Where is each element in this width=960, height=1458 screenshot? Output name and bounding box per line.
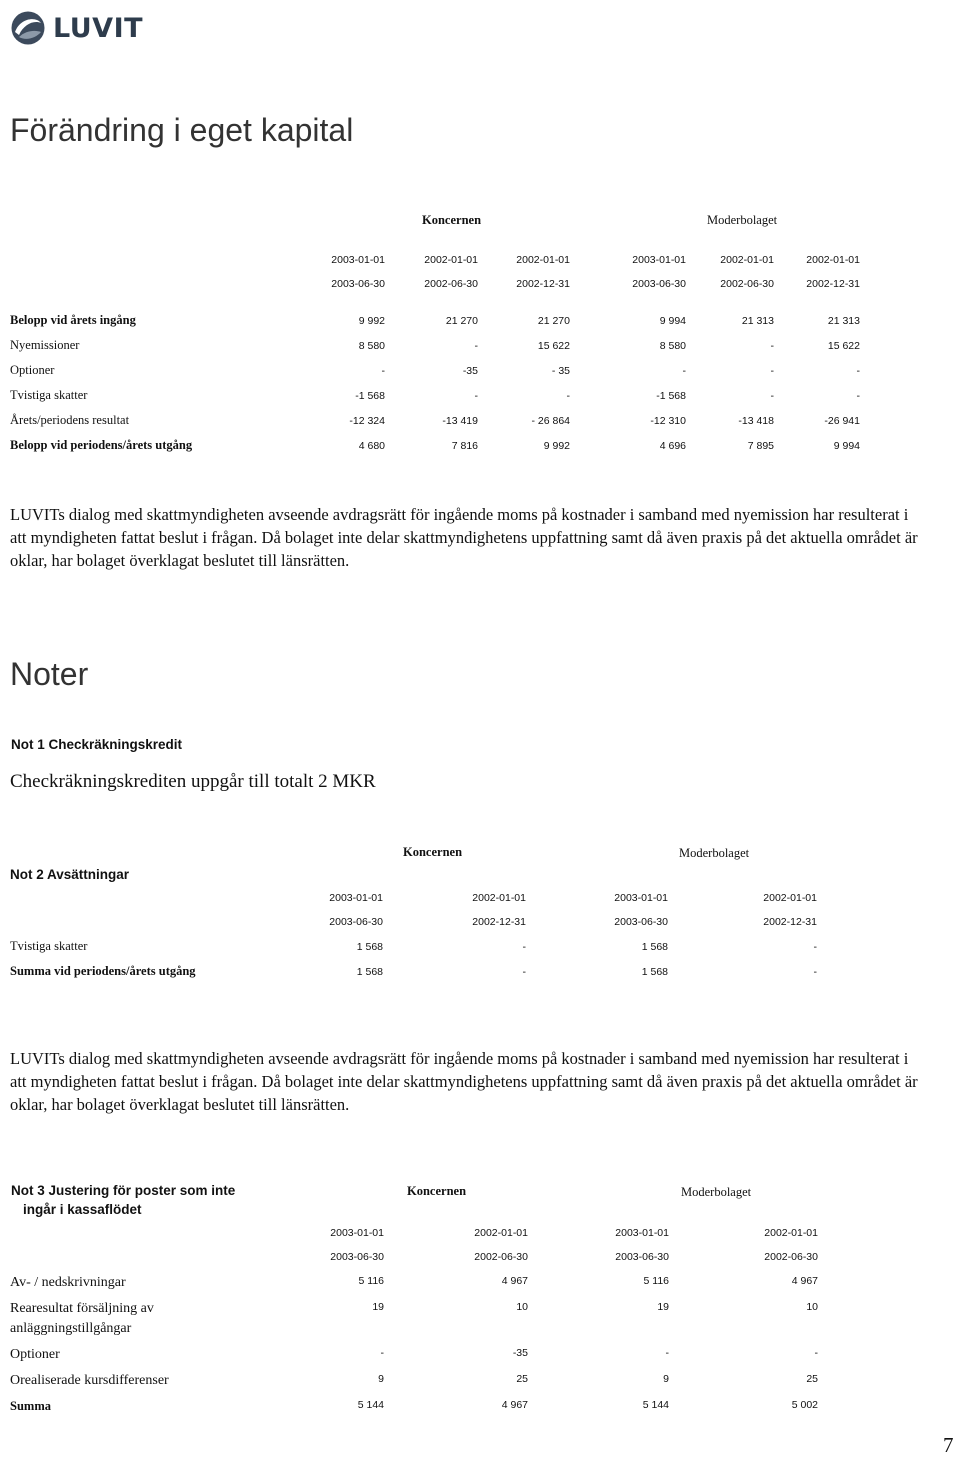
cell-value: 9 992 (543, 440, 570, 452)
cell-value: - (474, 390, 478, 402)
period-from-date: 2002-01-01 (720, 254, 774, 266)
cell-value: 5 002 (791, 1399, 818, 1411)
cell-value: 21 313 (741, 315, 774, 327)
cell-value: 4 967 (791, 1275, 818, 1287)
period-to-date: 2003-06-30 (329, 916, 383, 928)
cell-value: 21 270 (537, 315, 570, 327)
note1-heading: Not 1 Checkräkningskredit (11, 737, 183, 752)
cell-value: - 26 864 (531, 415, 570, 427)
tax-dispute-paragraph: LUVITs dialog med skattmyndigheten avseende avdragsrätt för ingående moms på kostnader i samband med nyemission har resulterat i att myndigheten fattat beslut i frågan. Då bolaget inte delar skattmyndighetens uppfattning samt då även praxis på det aktuella området är oklar, har bolaget överklagat beslutet till länsrätten. (10, 505, 918, 570)
cell-value: - (770, 340, 774, 352)
cell-value: 15 622 (537, 340, 570, 352)
note2-group-koncernen: Koncernen (403, 845, 463, 859)
cell-value: 5 144 (642, 1399, 669, 1411)
period-from-date: 2002-01-01 (764, 1227, 818, 1239)
luvit-swirl-icon (10, 10, 46, 46)
note2-group-moderbolaget: Moderbolaget (679, 846, 750, 860)
group-header-koncernen: Koncernen (422, 213, 482, 227)
period-from-date: 2003-01-01 (331, 254, 385, 266)
cell-value: 25 (516, 1373, 528, 1385)
cell-value: -26 941 (824, 415, 860, 427)
period-from-date: 2002-01-01 (474, 1227, 528, 1239)
notes-title: Noter (10, 656, 89, 692)
period-to-date: 2002-06-30 (474, 1251, 528, 1263)
cell-value: 1 568 (641, 966, 668, 978)
cell-value: 10 (516, 1301, 528, 1313)
period-from-date: 2002-01-01 (806, 254, 860, 266)
cell-value: 9 992 (358, 315, 385, 327)
cell-value: 4 967 (501, 1399, 528, 1411)
cell-value: 5 116 (643, 1275, 669, 1287)
period-to-date: 2003-06-30 (614, 916, 668, 928)
cell-value: 9 (663, 1373, 669, 1385)
cell-value: - (813, 941, 817, 953)
period-to-date: 2003-06-30 (632, 278, 686, 290)
row-label: Rearesultat försäljning av (10, 1301, 154, 1316)
note2-paragraph: LUVITs dialog med skattmyndigheten avseende avdragsrätt för ingående moms på kostnader i samband med nyemission har resulterat i att myndigheten fattat beslut i frågan. Då bolaget inte delar skattmyndighetens uppfattning samt då även praxis på det aktuella området är oklar, har bolaget överklagat beslutet till länsrätten. (10, 1049, 918, 1114)
period-from-date: 2003-01-01 (615, 1227, 669, 1239)
page-title: Förändring i eget kapital (10, 112, 354, 148)
luvit-logo (10, 8, 180, 48)
cell-value: - (381, 365, 385, 377)
cell-value: - (814, 1347, 818, 1359)
logo-wordmark: LUVIT (53, 13, 144, 44)
cell-value: 10 (806, 1301, 818, 1313)
period-to-date: 2002-12-31 (763, 916, 817, 928)
cell-value: 19 (372, 1301, 384, 1313)
cell-value: 4 680 (358, 440, 385, 452)
cell-value: - (665, 1347, 669, 1359)
cell-value: -35 (512, 1347, 528, 1359)
cell-value: - (813, 966, 817, 978)
cell-value: - (770, 365, 774, 377)
cell-value: 7 816 (451, 440, 478, 452)
period-to-date: 2002-06-30 (424, 278, 478, 290)
period-to-date: 2003-06-30 (330, 1251, 384, 1263)
cell-value: 21 270 (445, 315, 478, 327)
note3-group-koncernen: Koncernen (407, 1184, 467, 1198)
cell-value: 21 313 (827, 315, 860, 327)
cell-value: -1 568 (656, 390, 686, 402)
cell-value: 5 116 (358, 1275, 384, 1287)
cell-value: 19 (657, 1301, 669, 1313)
cell-value: - (856, 390, 860, 402)
cell-value: 4 696 (659, 440, 686, 452)
cell-value: - (856, 365, 860, 377)
period-to-date: 2003-06-30 (615, 1251, 669, 1263)
cell-value: -13 418 (738, 415, 774, 427)
period-from-date: 2002-01-01 (763, 892, 817, 904)
cell-value: 9 994 (833, 440, 860, 452)
row-label: Årets/periodens resultat (10, 413, 130, 427)
note3-heading-line1: Not 3 Justering för poster som inte (11, 1183, 236, 1198)
cell-value: 1 568 (356, 966, 383, 978)
row-label: Nyemissioner (10, 338, 80, 352)
cell-value: 9 (378, 1373, 384, 1385)
cell-value: 1 568 (641, 941, 668, 953)
row-label: Optioner (10, 363, 55, 377)
cell-value: 4 967 (501, 1275, 528, 1287)
period-to-date: 2002-06-30 (720, 278, 774, 290)
cell-value: 9 994 (659, 315, 686, 327)
row-label: Av- / nedskrivningar (10, 1275, 126, 1290)
cell-value: - (380, 1347, 384, 1359)
cell-value: 1 568 (356, 941, 383, 953)
cell-value: - (474, 340, 478, 352)
row-label: Summa vid periodens/årets utgång (10, 964, 196, 978)
cell-value: 8 580 (659, 340, 686, 352)
note3-group-moderbolaget: Moderbolaget (681, 1185, 752, 1199)
note2-heading: Not 2 Avsättningar (10, 867, 130, 882)
period-from-date: 2003-01-01 (330, 1227, 384, 1239)
period-to-date: 2002-12-31 (516, 278, 570, 290)
period-from-date: 2002-01-01 (472, 892, 526, 904)
cell-value: -13 419 (442, 415, 478, 427)
cell-value: -12 310 (650, 415, 686, 427)
cell-value: - (522, 941, 526, 953)
period-to-date: 2003-06-30 (331, 278, 385, 290)
cell-value: -1 568 (355, 390, 385, 402)
page-number: 7 (943, 1433, 954, 1457)
row-label: Optioner (10, 1347, 60, 1362)
cell-value: 25 (806, 1373, 818, 1385)
period-from-date: 2003-01-01 (614, 892, 668, 904)
cell-value: 15 622 (827, 340, 860, 352)
cell-value: 5 144 (357, 1399, 384, 1411)
row-label-continued: anläggningstillgångar (10, 1321, 132, 1336)
period-from-date: 2002-01-01 (424, 254, 478, 266)
period-to-date: 2002-12-31 (806, 278, 860, 290)
cell-value: 7 895 (747, 440, 774, 452)
cell-value: -12 324 (349, 415, 385, 427)
row-label: Tvistiga skatter (10, 939, 88, 953)
cell-value: - 35 (551, 365, 570, 377)
group-header-moderbolaget: Moderbolaget (707, 213, 778, 227)
row-label: Belopp vid periodens/årets utgång (10, 438, 193, 452)
row-label: Orealiserade kursdifferenser (10, 1373, 169, 1388)
period-from-date: 2003-01-01 (329, 892, 383, 904)
period-to-date: 2002-12-31 (472, 916, 526, 928)
row-label: Summa (10, 1399, 51, 1413)
row-label: Tvistiga skatter (10, 388, 88, 402)
note3-heading-line2: ingår i kassaflödet (23, 1202, 142, 1217)
note1-text: Checkräkningskrediten uppgår till totalt 2 MKR (10, 771, 376, 792)
period-to-date: 2002-06-30 (764, 1251, 818, 1263)
cell-value: 8 580 (358, 340, 385, 352)
period-from-date: 2002-01-01 (516, 254, 570, 266)
row-label: Belopp vid årets ingång (10, 313, 136, 327)
period-from-date: 2003-01-01 (632, 254, 686, 266)
cell-value: - (770, 390, 774, 402)
cell-value: -35 (462, 365, 478, 377)
cell-value: - (566, 390, 570, 402)
cell-value: - (522, 966, 526, 978)
cell-value: - (682, 365, 686, 377)
